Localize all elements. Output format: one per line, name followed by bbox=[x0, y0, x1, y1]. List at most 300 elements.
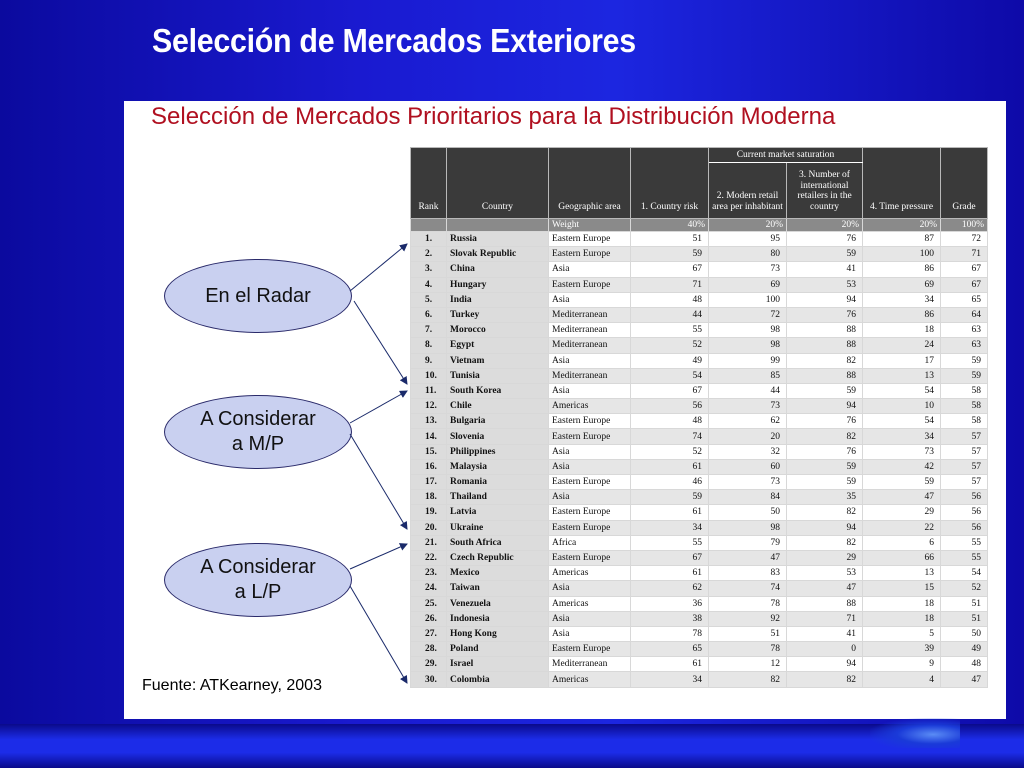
retail-area-cell: 20 bbox=[709, 429, 787, 444]
retail-area-cell: 62 bbox=[709, 414, 787, 429]
area-cell: Mediterranean bbox=[549, 323, 631, 338]
rank-cell: 16. bbox=[411, 459, 447, 474]
country-cell: Philippines bbox=[447, 444, 549, 459]
area-cell: Asia bbox=[549, 490, 631, 505]
country-cell: Malaysia bbox=[447, 459, 549, 474]
risk-cell: 61 bbox=[631, 566, 709, 581]
area-cell: Mediterranean bbox=[549, 307, 631, 322]
risk-cell: 52 bbox=[631, 338, 709, 353]
retailers-cell: 41 bbox=[787, 626, 863, 641]
country-cell: Russia bbox=[447, 232, 549, 247]
grade-cell: 51 bbox=[941, 611, 988, 626]
table-row bbox=[411, 307, 988, 322]
rank-cell: 27. bbox=[411, 626, 447, 641]
area-cell: Eastern Europe bbox=[549, 414, 631, 429]
retail-area-cell: 98 bbox=[709, 338, 787, 353]
weight-cell: 20% bbox=[863, 219, 941, 232]
arrow-lp-top bbox=[350, 544, 407, 569]
weight-cell bbox=[411, 219, 447, 232]
risk-cell: 61 bbox=[631, 459, 709, 474]
arrow-mp-top bbox=[350, 391, 407, 423]
area-cell: Eastern Europe bbox=[549, 642, 631, 657]
retail-area-cell: 85 bbox=[709, 368, 787, 383]
weight-cell bbox=[447, 219, 549, 232]
time-pressure-cell: 6 bbox=[863, 535, 941, 550]
grade-cell: 64 bbox=[941, 307, 988, 322]
table-row bbox=[411, 353, 988, 368]
retailers-cell: 88 bbox=[787, 596, 863, 611]
rank-cell: 30. bbox=[411, 672, 447, 687]
rank-cell: 25. bbox=[411, 596, 447, 611]
grade-cell: 55 bbox=[941, 550, 988, 565]
table-row bbox=[411, 490, 988, 505]
header-country-risk: 1. Country risk bbox=[631, 148, 709, 219]
time-pressure-cell: 18 bbox=[863, 611, 941, 626]
risk-cell: 52 bbox=[631, 444, 709, 459]
country-cell: South Korea bbox=[447, 383, 549, 398]
time-pressure-cell: 39 bbox=[863, 642, 941, 657]
country-cell: Vietnam bbox=[447, 353, 549, 368]
table-row bbox=[411, 247, 988, 262]
risk-cell: 38 bbox=[631, 611, 709, 626]
time-pressure-cell: 10 bbox=[863, 399, 941, 414]
retail-area-cell: 99 bbox=[709, 353, 787, 368]
time-pressure-cell: 9 bbox=[863, 657, 941, 672]
retailers-cell: 94 bbox=[787, 399, 863, 414]
time-pressure-cell: 42 bbox=[863, 459, 941, 474]
grade-cell: 55 bbox=[941, 535, 988, 550]
retail-area-cell: 80 bbox=[709, 247, 787, 262]
bottom-swoosh-decoration bbox=[870, 718, 960, 748]
retailers-cell: 82 bbox=[787, 505, 863, 520]
panel-heading: Selección de Mercados Prioritarios para la Distribución Moderna bbox=[151, 103, 836, 130]
grade-cell: 57 bbox=[941, 475, 988, 490]
area-cell: Eastern Europe bbox=[549, 232, 631, 247]
retailers-cell: 59 bbox=[787, 383, 863, 398]
time-pressure-cell: 34 bbox=[863, 429, 941, 444]
retailers-cell: 59 bbox=[787, 459, 863, 474]
grade-cell: 72 bbox=[941, 232, 988, 247]
country-cell: China bbox=[447, 262, 549, 277]
grade-cell: 58 bbox=[941, 414, 988, 429]
country-cell: Tunisia bbox=[447, 368, 549, 383]
retail-area-cell: 47 bbox=[709, 550, 787, 565]
country-cell: Venezuela bbox=[447, 596, 549, 611]
retailers-cell: 76 bbox=[787, 232, 863, 247]
time-pressure-cell: 54 bbox=[863, 383, 941, 398]
retailers-cell: 53 bbox=[787, 277, 863, 292]
rank-cell: 19. bbox=[411, 505, 447, 520]
retail-area-cell: 60 bbox=[709, 459, 787, 474]
country-cell: Taiwan bbox=[447, 581, 549, 596]
table-row bbox=[411, 323, 988, 338]
country-cell: Turkey bbox=[447, 307, 549, 322]
table-row bbox=[411, 642, 988, 657]
retail-area-cell: 98 bbox=[709, 520, 787, 535]
time-pressure-cell: 18 bbox=[863, 323, 941, 338]
risk-cell: 51 bbox=[631, 232, 709, 247]
area-cell: Americas bbox=[549, 566, 631, 581]
grade-cell: 57 bbox=[941, 459, 988, 474]
grade-cell: 59 bbox=[941, 368, 988, 383]
time-pressure-cell: 66 bbox=[863, 550, 941, 565]
risk-cell: 49 bbox=[631, 353, 709, 368]
area-cell: Asia bbox=[549, 581, 631, 596]
country-cell: Mexico bbox=[447, 566, 549, 581]
retailers-cell: 59 bbox=[787, 475, 863, 490]
retail-area-cell: 73 bbox=[709, 262, 787, 277]
arrow-mp-bottom bbox=[350, 434, 407, 529]
risk-cell: 34 bbox=[631, 672, 709, 687]
grade-cell: 56 bbox=[941, 505, 988, 520]
header-retail-area: 2. Modern retail area per inhabitant bbox=[709, 163, 787, 219]
area-cell: Asia bbox=[549, 383, 631, 398]
retailers-cell: 82 bbox=[787, 429, 863, 444]
retailers-cell: 82 bbox=[787, 535, 863, 550]
retail-area-cell: 78 bbox=[709, 642, 787, 657]
rank-cell: 23. bbox=[411, 566, 447, 581]
table-row bbox=[411, 232, 988, 247]
rank-cell: 12. bbox=[411, 399, 447, 414]
risk-cell: 65 bbox=[631, 642, 709, 657]
weight-cell: 20% bbox=[787, 219, 863, 232]
risk-cell: 67 bbox=[631, 550, 709, 565]
area-cell: Americas bbox=[549, 596, 631, 611]
country-cell: Ukraine bbox=[447, 520, 549, 535]
retailers-cell: 47 bbox=[787, 581, 863, 596]
time-pressure-cell: 100 bbox=[863, 247, 941, 262]
header-geographic-area: Geographic area bbox=[549, 148, 631, 219]
table-row bbox=[411, 566, 988, 581]
table-row bbox=[411, 535, 988, 550]
time-pressure-cell: 87 bbox=[863, 232, 941, 247]
rank-cell: 21. bbox=[411, 535, 447, 550]
retailers-cell: 53 bbox=[787, 566, 863, 581]
rank-cell: 24. bbox=[411, 581, 447, 596]
area-cell: Mediterranean bbox=[549, 657, 631, 672]
table-row bbox=[411, 505, 988, 520]
rank-cell: 4. bbox=[411, 277, 447, 292]
grade-cell: 56 bbox=[941, 520, 988, 535]
table-row bbox=[411, 277, 988, 292]
weight-cell: 100% bbox=[941, 219, 988, 232]
time-pressure-cell: 15 bbox=[863, 581, 941, 596]
grade-cell: 67 bbox=[941, 277, 988, 292]
rank-cell: 3. bbox=[411, 262, 447, 277]
risk-cell: 78 bbox=[631, 626, 709, 641]
grade-cell: 47 bbox=[941, 672, 988, 687]
table-row bbox=[411, 399, 988, 414]
risk-cell: 55 bbox=[631, 323, 709, 338]
retailers-cell: 71 bbox=[787, 611, 863, 626]
area-cell: Eastern Europe bbox=[549, 429, 631, 444]
area-cell: Africa bbox=[549, 535, 631, 550]
grade-cell: 63 bbox=[941, 323, 988, 338]
risk-cell: 48 bbox=[631, 292, 709, 307]
risk-cell: 74 bbox=[631, 429, 709, 444]
retailers-cell: 88 bbox=[787, 368, 863, 383]
retailers-cell: 76 bbox=[787, 444, 863, 459]
time-pressure-cell: 59 bbox=[863, 475, 941, 490]
area-cell: Americas bbox=[549, 399, 631, 414]
rank-cell: 13. bbox=[411, 414, 447, 429]
retail-area-cell: 84 bbox=[709, 490, 787, 505]
area-cell: Asia bbox=[549, 626, 631, 641]
country-cell: India bbox=[447, 292, 549, 307]
grade-cell: 57 bbox=[941, 444, 988, 459]
grade-cell: 52 bbox=[941, 581, 988, 596]
country-cell: Romania bbox=[447, 475, 549, 490]
grade-cell: 58 bbox=[941, 399, 988, 414]
country-cell: Slovenia bbox=[447, 429, 549, 444]
area-cell: Eastern Europe bbox=[549, 247, 631, 262]
table-row bbox=[411, 262, 988, 277]
country-cell: Bulgaria bbox=[447, 414, 549, 429]
market-selection-table bbox=[410, 147, 988, 688]
content-panel bbox=[124, 101, 1006, 719]
table-row bbox=[411, 596, 988, 611]
weight-cell: 20% bbox=[709, 219, 787, 232]
rank-cell: 7. bbox=[411, 323, 447, 338]
area-cell: Asia bbox=[549, 262, 631, 277]
table-row bbox=[411, 581, 988, 596]
retailers-cell: 88 bbox=[787, 323, 863, 338]
time-pressure-cell: 5 bbox=[863, 626, 941, 641]
retailers-cell: 94 bbox=[787, 657, 863, 672]
table-row bbox=[411, 520, 988, 535]
retailers-cell: 35 bbox=[787, 490, 863, 505]
risk-cell: 34 bbox=[631, 520, 709, 535]
retail-area-cell: 72 bbox=[709, 307, 787, 322]
source-note: Fuente: ATKearney, 2003 bbox=[142, 677, 322, 694]
grade-cell: 56 bbox=[941, 490, 988, 505]
grade-cell: 71 bbox=[941, 247, 988, 262]
weight-cell: Weight bbox=[549, 219, 631, 232]
grade-cell: 59 bbox=[941, 353, 988, 368]
risk-cell: 44 bbox=[631, 307, 709, 322]
table-row bbox=[411, 429, 988, 444]
country-cell: Latvia bbox=[447, 505, 549, 520]
country-cell: Thailand bbox=[447, 490, 549, 505]
country-cell: Morocco bbox=[447, 323, 549, 338]
rank-cell: 10. bbox=[411, 368, 447, 383]
rank-cell: 29. bbox=[411, 657, 447, 672]
time-pressure-cell: 54 bbox=[863, 414, 941, 429]
ellipse-considerar-mp bbox=[164, 395, 352, 469]
country-cell: Poland bbox=[447, 642, 549, 657]
arrow-radar-top bbox=[350, 244, 407, 291]
ellipse-considerar-lp bbox=[164, 543, 352, 617]
retail-area-cell: 92 bbox=[709, 611, 787, 626]
time-pressure-cell: 47 bbox=[863, 490, 941, 505]
area-cell: Asia bbox=[549, 353, 631, 368]
grade-cell: 57 bbox=[941, 429, 988, 444]
time-pressure-cell: 73 bbox=[863, 444, 941, 459]
area-cell: Eastern Europe bbox=[549, 277, 631, 292]
time-pressure-cell: 29 bbox=[863, 505, 941, 520]
weight-row bbox=[411, 219, 988, 232]
rank-cell: 26. bbox=[411, 611, 447, 626]
country-cell: South Africa bbox=[447, 535, 549, 550]
retail-area-cell: 79 bbox=[709, 535, 787, 550]
time-pressure-cell: 69 bbox=[863, 277, 941, 292]
area-cell: Asia bbox=[549, 459, 631, 474]
ellipse-en-el-radar bbox=[164, 259, 352, 333]
weight-cell: 40% bbox=[631, 219, 709, 232]
retail-area-cell: 98 bbox=[709, 323, 787, 338]
retailers-cell: 0 bbox=[787, 642, 863, 657]
risk-cell: 71 bbox=[631, 277, 709, 292]
header-market-saturation: Current market saturation bbox=[709, 148, 863, 163]
table-row bbox=[411, 657, 988, 672]
rank-cell: 6. bbox=[411, 307, 447, 322]
country-cell: Colombia bbox=[447, 672, 549, 687]
rank-cell: 14. bbox=[411, 429, 447, 444]
header-rank: Rank bbox=[411, 148, 447, 219]
area-cell: Asia bbox=[549, 611, 631, 626]
risk-cell: 36 bbox=[631, 596, 709, 611]
grade-cell: 48 bbox=[941, 657, 988, 672]
grade-cell: 67 bbox=[941, 262, 988, 277]
table-row bbox=[411, 475, 988, 490]
header-grade: Grade bbox=[941, 148, 988, 219]
rank-cell: 8. bbox=[411, 338, 447, 353]
rank-cell: 2. bbox=[411, 247, 447, 262]
retail-area-cell: 83 bbox=[709, 566, 787, 581]
table-row bbox=[411, 292, 988, 307]
area-cell: Eastern Europe bbox=[549, 550, 631, 565]
retailers-cell: 82 bbox=[787, 672, 863, 687]
country-cell: Hong Kong bbox=[447, 626, 549, 641]
retail-area-cell: 44 bbox=[709, 383, 787, 398]
retail-area-cell: 100 bbox=[709, 292, 787, 307]
area-cell: Eastern Europe bbox=[549, 475, 631, 490]
ellipse-label: A Considerar a L/P bbox=[200, 556, 316, 603]
grade-cell: 65 bbox=[941, 292, 988, 307]
retail-area-cell: 51 bbox=[709, 626, 787, 641]
ellipse-label: A Considerar a M/P bbox=[200, 408, 316, 455]
retailers-cell: 41 bbox=[787, 262, 863, 277]
table-row bbox=[411, 611, 988, 626]
area-cell: Asia bbox=[549, 292, 631, 307]
rank-cell: 11. bbox=[411, 383, 447, 398]
risk-cell: 67 bbox=[631, 383, 709, 398]
grade-cell: 58 bbox=[941, 383, 988, 398]
retailers-cell: 94 bbox=[787, 520, 863, 535]
rank-cell: 28. bbox=[411, 642, 447, 657]
grade-cell: 63 bbox=[941, 338, 988, 353]
country-cell: Israel bbox=[447, 657, 549, 672]
retailers-cell: 88 bbox=[787, 338, 863, 353]
retailers-cell: 82 bbox=[787, 353, 863, 368]
time-pressure-cell: 22 bbox=[863, 520, 941, 535]
retail-area-cell: 12 bbox=[709, 657, 787, 672]
arrow-radar-bottom bbox=[354, 301, 407, 384]
risk-cell: 61 bbox=[631, 657, 709, 672]
ellipse-label: En el Radar bbox=[205, 284, 311, 307]
time-pressure-cell: 13 bbox=[863, 368, 941, 383]
table-row bbox=[411, 550, 988, 565]
table-row bbox=[411, 368, 988, 383]
area-cell: Americas bbox=[549, 672, 631, 687]
retail-area-cell: 50 bbox=[709, 505, 787, 520]
table-row bbox=[411, 672, 988, 687]
risk-cell: 59 bbox=[631, 247, 709, 262]
area-cell: Eastern Europe bbox=[549, 505, 631, 520]
rank-cell: 18. bbox=[411, 490, 447, 505]
area-cell: Mediterranean bbox=[549, 368, 631, 383]
risk-cell: 54 bbox=[631, 368, 709, 383]
rank-cell: 1. bbox=[411, 232, 447, 247]
rank-cell: 5. bbox=[411, 292, 447, 307]
table-row bbox=[411, 444, 988, 459]
country-cell: Hungary bbox=[447, 277, 549, 292]
risk-cell: 48 bbox=[631, 414, 709, 429]
time-pressure-cell: 18 bbox=[863, 596, 941, 611]
country-cell: Chile bbox=[447, 399, 549, 414]
table-row bbox=[411, 414, 988, 429]
area-cell: Eastern Europe bbox=[549, 520, 631, 535]
country-cell: Slovak Republic bbox=[447, 247, 549, 262]
country-cell: Indonesia bbox=[447, 611, 549, 626]
retail-area-cell: 73 bbox=[709, 399, 787, 414]
time-pressure-cell: 86 bbox=[863, 262, 941, 277]
retail-area-cell: 74 bbox=[709, 581, 787, 596]
country-cell: Egypt bbox=[447, 338, 549, 353]
retail-area-cell: 95 bbox=[709, 232, 787, 247]
table-row bbox=[411, 338, 988, 353]
risk-cell: 59 bbox=[631, 490, 709, 505]
retail-area-cell: 69 bbox=[709, 277, 787, 292]
time-pressure-cell: 4 bbox=[863, 672, 941, 687]
area-cell: Mediterranean bbox=[549, 338, 631, 353]
table-row bbox=[411, 459, 988, 474]
risk-cell: 61 bbox=[631, 505, 709, 520]
retailers-cell: 29 bbox=[787, 550, 863, 565]
slide-title: Selección de Mercados Exteriores bbox=[152, 22, 636, 59]
grade-cell: 49 bbox=[941, 642, 988, 657]
risk-cell: 46 bbox=[631, 475, 709, 490]
risk-cell: 56 bbox=[631, 399, 709, 414]
rank-cell: 17. bbox=[411, 475, 447, 490]
header-country: Country bbox=[447, 148, 549, 219]
grade-cell: 51 bbox=[941, 596, 988, 611]
time-pressure-cell: 13 bbox=[863, 566, 941, 581]
country-cell: Czech Republic bbox=[447, 550, 549, 565]
time-pressure-cell: 24 bbox=[863, 338, 941, 353]
arrow-lp-bottom bbox=[350, 586, 407, 683]
risk-cell: 55 bbox=[631, 535, 709, 550]
rank-cell: 9. bbox=[411, 353, 447, 368]
time-pressure-cell: 86 bbox=[863, 307, 941, 322]
grade-cell: 50 bbox=[941, 626, 988, 641]
retailers-cell: 76 bbox=[787, 414, 863, 429]
rank-cell: 15. bbox=[411, 444, 447, 459]
retailers-cell: 59 bbox=[787, 247, 863, 262]
header-international-retailers: 3. Number of international retailers in the country bbox=[787, 163, 863, 219]
retail-area-cell: 82 bbox=[709, 672, 787, 687]
rank-cell: 22. bbox=[411, 550, 447, 565]
table-row bbox=[411, 383, 988, 398]
retail-area-cell: 32 bbox=[709, 444, 787, 459]
header-time-pressure: 4. Time pressure bbox=[863, 148, 941, 219]
retail-area-cell: 78 bbox=[709, 596, 787, 611]
table-row bbox=[411, 626, 988, 641]
retail-area-cell: 73 bbox=[709, 475, 787, 490]
risk-cell: 67 bbox=[631, 262, 709, 277]
rank-cell: 20. bbox=[411, 520, 447, 535]
table-body bbox=[411, 219, 988, 688]
